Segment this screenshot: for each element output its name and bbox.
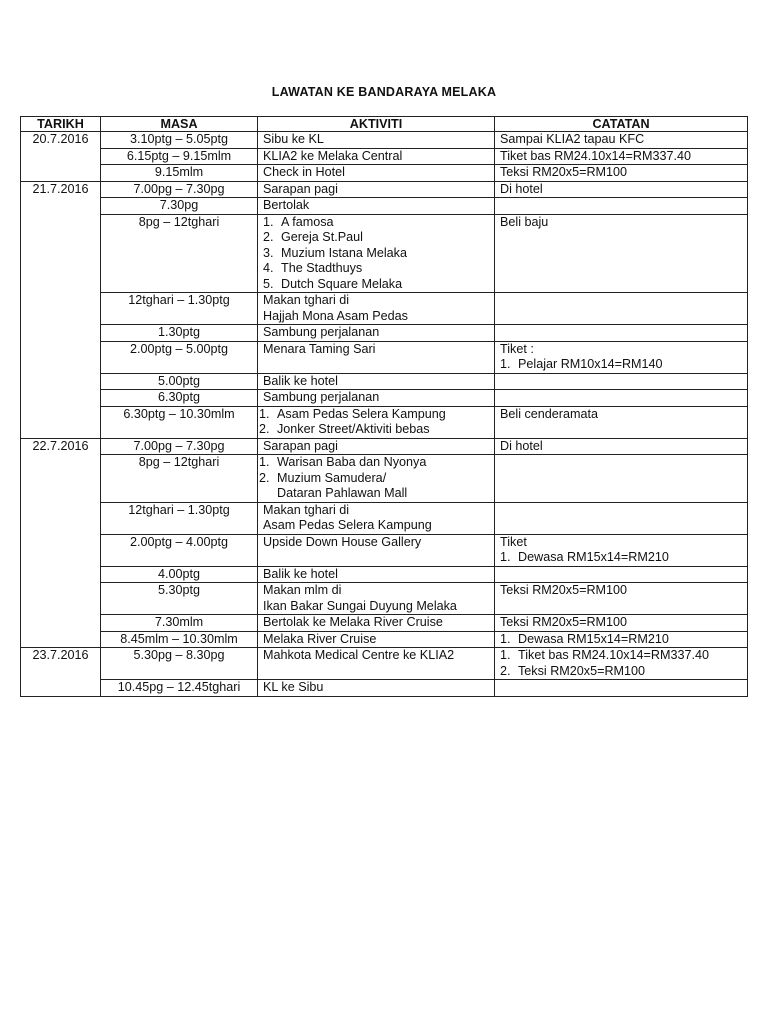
note-cell bbox=[495, 341, 748, 373]
time-cell: 5.30ptg bbox=[101, 583, 258, 615]
note-cell bbox=[495, 390, 748, 407]
activity-cell bbox=[258, 293, 495, 325]
list-item: 1. Dewasa RM15x14=RM210 bbox=[500, 631, 669, 646]
time-cell: 3.10ptg – 5.05ptg bbox=[101, 132, 258, 149]
table-row bbox=[21, 390, 748, 407]
list-item: 5. Dutch Square Melaka bbox=[263, 276, 403, 291]
note-cell bbox=[495, 534, 748, 566]
activity-cell: Melaka River Cruise bbox=[258, 631, 495, 648]
table-row bbox=[21, 214, 748, 293]
date-cell: 20.7.2016 bbox=[21, 132, 101, 182]
activity-line: Asam Pedas Selera Kampung bbox=[263, 518, 432, 532]
time-cell: 6.15ptg – 9.15mlm bbox=[101, 148, 258, 165]
date-cell: 23.7.2016 bbox=[21, 648, 101, 697]
time-cell: 8.45mlm – 10.30mlm bbox=[101, 631, 258, 648]
page-title: LAWATAN KE BANDARAYA MELAKA bbox=[271, 85, 497, 99]
time-cell: 8pg – 12tghari bbox=[101, 455, 258, 503]
time-cell: 10.45pg – 12.45tghari bbox=[101, 680, 258, 697]
note-cell bbox=[495, 566, 748, 583]
note-cell: Di hotel bbox=[495, 181, 748, 198]
time-cell: 2.00ptg – 4.00ptg bbox=[101, 534, 258, 566]
list-item: 2. Teksi RM20x5=RM100 bbox=[500, 663, 646, 678]
itinerary-table bbox=[20, 116, 748, 697]
time-cell: 7.00pg – 7.30pg bbox=[101, 181, 258, 198]
activity-cell: KL ke Sibu bbox=[258, 680, 495, 697]
activity-list-cell bbox=[258, 455, 495, 503]
time-cell: 6.30ptg – 10.30mlm bbox=[101, 406, 258, 438]
activity-cell bbox=[258, 583, 495, 615]
activity-list-cell bbox=[258, 406, 495, 438]
table-row bbox=[21, 373, 748, 390]
table-header-row bbox=[21, 117, 748, 132]
note-heading: Tiket bbox=[500, 534, 527, 549]
list-item: 1. A famosa bbox=[263, 214, 334, 229]
time-cell: 8pg – 12tghari bbox=[101, 214, 258, 293]
table-row bbox=[21, 631, 748, 648]
note-cell: Beli cenderamata bbox=[495, 406, 748, 438]
note-cell: Teksi RM20x5=RM100 bbox=[495, 165, 748, 182]
list-item: 1. Pelajar RM10x14=RM140 bbox=[500, 357, 663, 371]
activity-cell: KLIA2 ke Melaka Central bbox=[258, 148, 495, 165]
table-row bbox=[21, 181, 748, 198]
activity-line: Makan tghari di bbox=[263, 293, 350, 307]
table-row bbox=[21, 615, 748, 632]
activity-cell: Sibu ke KL bbox=[258, 132, 495, 149]
time-cell: 2.00ptg – 5.00ptg bbox=[101, 341, 258, 373]
table-row bbox=[21, 293, 748, 325]
date-cell: 22.7.2016 bbox=[21, 438, 101, 648]
activity-cell bbox=[258, 502, 495, 534]
table-row bbox=[21, 680, 748, 697]
time-cell: 1.30ptg bbox=[101, 325, 258, 342]
note-cell bbox=[495, 373, 748, 390]
activity-line: Ikan Bakar Sungai Duyung Melaka bbox=[263, 598, 457, 613]
list-item: 4. The Stadthuys bbox=[263, 261, 363, 275]
note-cell: Teksi RM20x5=RM100 bbox=[495, 583, 748, 615]
table-row bbox=[21, 534, 748, 566]
header-tarikh: TARIKH bbox=[21, 117, 101, 132]
activity-cell: Mahkota Medical Centre ke KLIA2 bbox=[258, 648, 495, 680]
note-cell: Di hotel bbox=[495, 438, 748, 455]
table-row bbox=[21, 502, 748, 534]
list-item: 1. Warisan Baba dan Nyonya bbox=[259, 455, 427, 469]
table-row bbox=[21, 165, 748, 182]
table-row bbox=[21, 583, 748, 615]
activity-cell: Menara Taming Sari bbox=[258, 341, 495, 373]
time-cell: 5.00ptg bbox=[101, 373, 258, 390]
activity-cell: Check in Hotel bbox=[258, 165, 495, 182]
list-item-continuation: Dataran Pahlawan Mall bbox=[277, 486, 408, 500]
table-row bbox=[21, 566, 748, 583]
note-cell bbox=[495, 293, 748, 325]
note-cell: Teksi RM20x5=RM100 bbox=[495, 615, 748, 632]
activity-cell: Balik ke hotel bbox=[258, 373, 495, 390]
note-cell bbox=[495, 325, 748, 342]
note-cell: Sampai KLIA2 tapau KFC bbox=[495, 132, 748, 149]
header-masa: MASA bbox=[101, 117, 258, 132]
table-row bbox=[21, 648, 748, 680]
time-cell: 7.00pg – 7.30pg bbox=[101, 438, 258, 455]
activity-cell: Sambung perjalanan bbox=[258, 325, 495, 342]
list-item: 1. Dewasa RM15x14=RM210 bbox=[500, 550, 669, 564]
table-row bbox=[21, 406, 748, 438]
list-item: 2. Gereja St.Paul bbox=[263, 230, 363, 244]
note-cell bbox=[495, 455, 748, 503]
table-row bbox=[21, 455, 748, 503]
list-item: 2. Jonker Street/Aktiviti bebas bbox=[259, 422, 430, 436]
list-item: 3. Muzium Istana Melaka bbox=[263, 245, 407, 260]
header-aktiviti: AKTIVITI bbox=[258, 117, 495, 132]
note-cell bbox=[495, 502, 748, 534]
table-row bbox=[21, 325, 748, 342]
table-row bbox=[21, 438, 748, 455]
note-cell: Tiket bas RM24.10x14=RM337.40 bbox=[495, 148, 748, 165]
header-catatan: CATATAN bbox=[495, 117, 748, 132]
time-cell: 7.30mlm bbox=[101, 615, 258, 632]
time-cell: 5.30pg – 8.30pg bbox=[101, 648, 258, 680]
activity-cell: Balik ke hotel bbox=[258, 566, 495, 583]
date-cell: 21.7.2016 bbox=[21, 181, 101, 438]
note-cell bbox=[495, 680, 748, 697]
table-row bbox=[21, 198, 748, 215]
note-cell bbox=[495, 631, 748, 648]
time-cell: 12tghari – 1.30ptg bbox=[101, 502, 258, 534]
activity-line: Hajjah Mona Asam Pedas bbox=[263, 308, 408, 323]
list-item: 1. Tiket bas RM24.10x14=RM337.40 bbox=[500, 648, 709, 662]
note-cell bbox=[495, 198, 748, 215]
time-cell: 9.15mlm bbox=[101, 165, 258, 182]
activity-line: Makan mlm di bbox=[263, 583, 342, 597]
list-item: 2. Muzium Samudera/ bbox=[259, 470, 387, 485]
activity-cell: Sambung perjalanan bbox=[258, 390, 495, 407]
list-item: 1. Asam Pedas Selera Kampung bbox=[259, 406, 446, 421]
activity-line: Makan tghari di bbox=[263, 502, 350, 517]
activity-cell: Bertolak bbox=[258, 198, 495, 215]
table-row bbox=[21, 148, 748, 165]
activity-cell: Sarapan pagi bbox=[258, 438, 495, 455]
note-cell: Beli baju bbox=[495, 214, 748, 293]
time-cell: 4.00ptg bbox=[101, 566, 258, 583]
time-cell: 7.30pg bbox=[101, 198, 258, 215]
activity-cell: Bertolak ke Melaka River Cruise bbox=[258, 615, 495, 632]
activity-cell: Upside Down House Gallery bbox=[258, 534, 495, 566]
table-row bbox=[21, 132, 748, 149]
activity-cell: Sarapan pagi bbox=[258, 181, 495, 198]
time-cell: 12tghari – 1.30ptg bbox=[101, 293, 258, 325]
note-cell bbox=[495, 648, 748, 680]
table-row bbox=[21, 341, 748, 373]
note-heading: Tiket : bbox=[500, 341, 534, 356]
activity-list-cell bbox=[258, 214, 495, 293]
time-cell: 6.30ptg bbox=[101, 390, 258, 407]
